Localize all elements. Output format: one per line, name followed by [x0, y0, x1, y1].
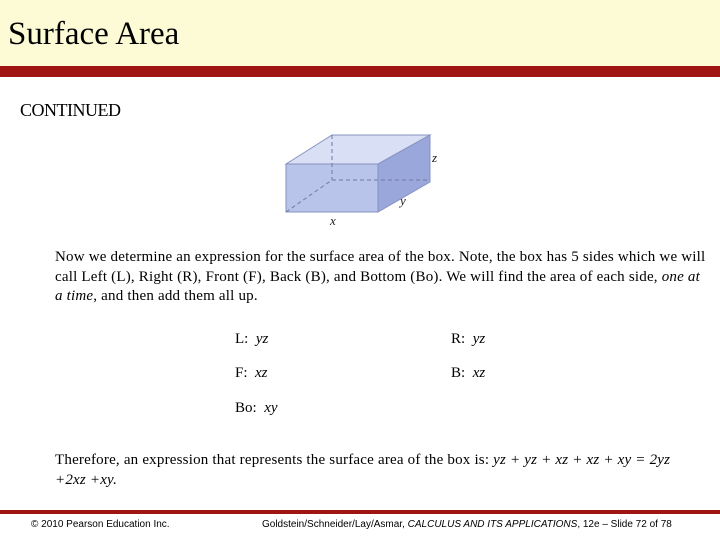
face-left: L: yz — [235, 331, 269, 347]
label-y: y — [400, 193, 406, 208]
intro-paragraph: Now we determine an expression for the surface area of the box. Note, the box has 5 sides which we will call Left (L), Right (R), Front (F), Back (B), and Bottom (Bo). We will find the area of each side, one at a time, and then add them all up. — [55, 249, 706, 304]
header-rule — [0, 66, 720, 77]
intro-emphasis: one at a time — [55, 268, 700, 304]
face-bottom: Bo: xy — [235, 400, 278, 416]
footer-rule — [0, 510, 720, 514]
label-x: x — [330, 213, 336, 228]
face-front: F: xz — [235, 365, 268, 381]
label-z: z — [432, 150, 438, 165]
footer-book-title: CALCULUS AND ITS APPLICATIONS — [407, 519, 578, 530]
face-back: B: xz — [451, 365, 486, 381]
conclusion-paragraph: Therefore, an expression that represents the surface area of the box is: yz + yz + xz + xz + xy = 2yz +2xz +xy. — [55, 452, 671, 488]
face-right: R: yz — [451, 331, 486, 347]
open-box-figure — [280, 130, 450, 230]
surface-area-expression: yz + yz + xz + xz + xy = 2yz +2xz +xy. — [55, 452, 671, 488]
slide-title: Surface Area — [8, 16, 180, 52]
footer-copyright: © 2010 Pearson Education Inc. — [31, 519, 170, 530]
section-subtitle: CONTINUED — [20, 100, 121, 120]
footer-citation: Goldstein/Schneider/Lay/Asmar, CALCULUS AND ITS APPLICATIONS, 12e – Slide 72 of 78 — [262, 519, 672, 530]
